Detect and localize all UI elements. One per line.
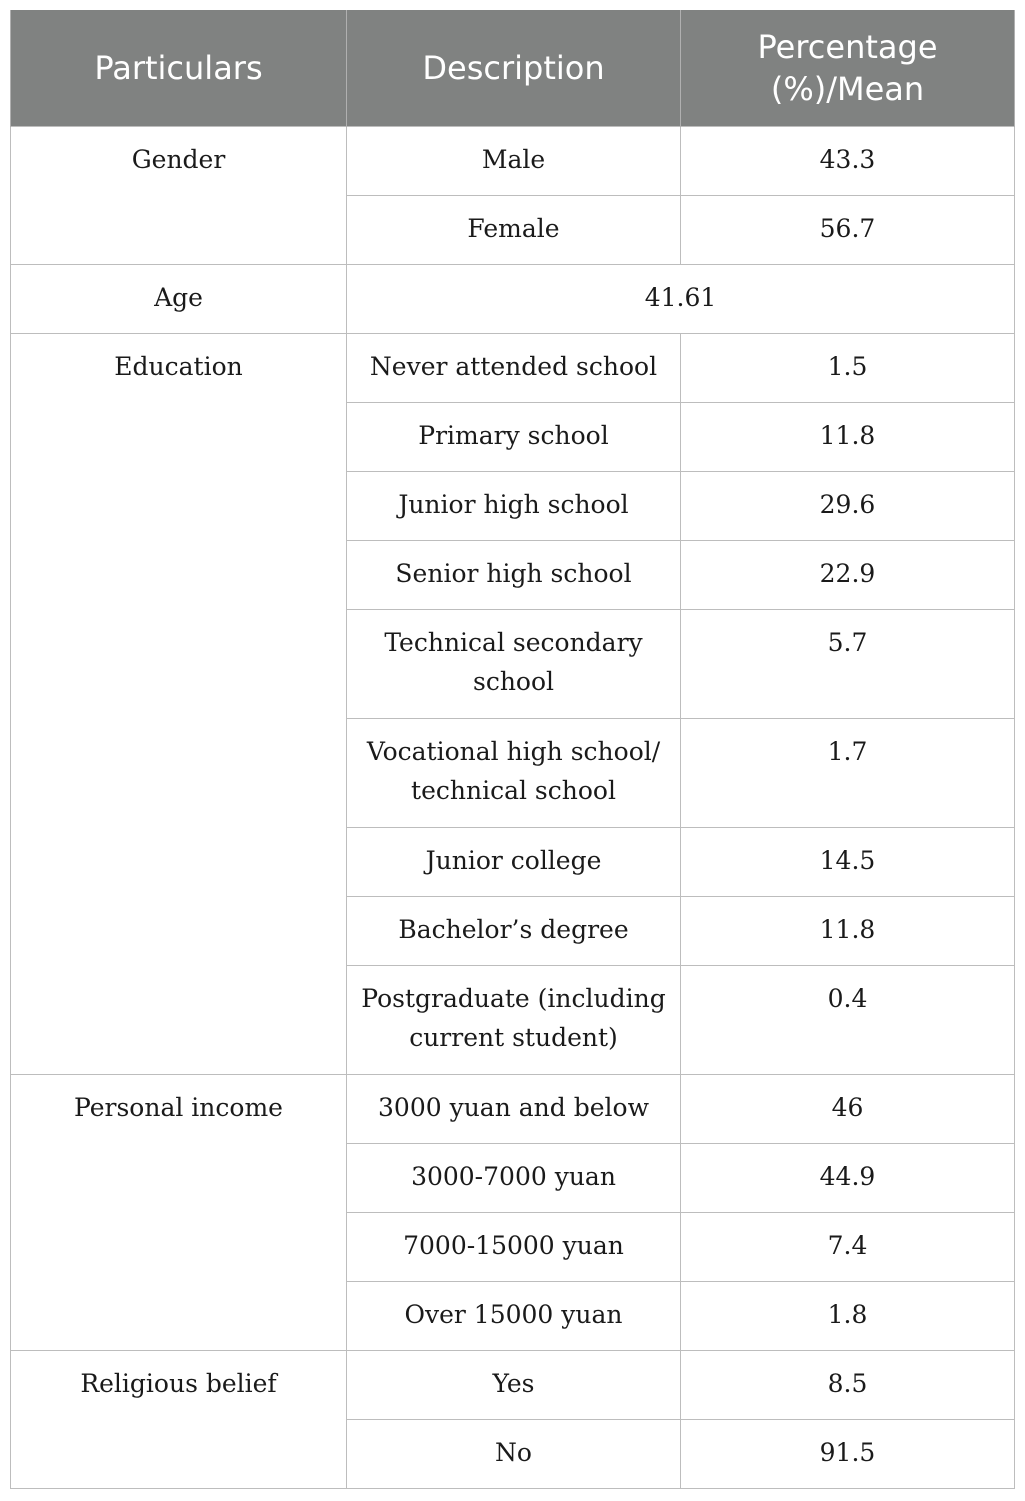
header-percentage-mean: Percentage (%)/Mean bbox=[681, 10, 1015, 127]
value-cell: 43.3 bbox=[681, 127, 1015, 196]
table-row bbox=[11, 1351, 1015, 1420]
value-cell: 56.7 bbox=[681, 196, 1015, 265]
value-cell: 29.6 bbox=[681, 472, 1015, 541]
description-cell: No bbox=[347, 1420, 681, 1489]
particular-education: Education bbox=[11, 334, 347, 1075]
header-particulars: Particulars bbox=[11, 10, 347, 127]
header-row bbox=[11, 10, 1015, 127]
description-cell: Vocational high school/ technical school bbox=[347, 719, 681, 828]
value-cell: 22.9 bbox=[681, 541, 1015, 610]
value-cell: 11.8 bbox=[681, 403, 1015, 472]
description-cell: Yes bbox=[347, 1351, 681, 1420]
description-cell: Bachelor’s degree bbox=[347, 897, 681, 966]
header-description: Description bbox=[347, 10, 681, 127]
value-cell: 7.4 bbox=[681, 1213, 1015, 1282]
description-cell: Over 15000 yuan bbox=[347, 1282, 681, 1351]
table-header bbox=[11, 10, 1015, 127]
table-body bbox=[11, 127, 1015, 1489]
description-cell: Primary school bbox=[347, 403, 681, 472]
table-row bbox=[11, 334, 1015, 403]
description-cell: Junior college bbox=[347, 828, 681, 897]
table-row bbox=[11, 127, 1015, 196]
age-mean-value: 41.61 bbox=[347, 265, 1015, 334]
description-cell: Junior high school bbox=[347, 472, 681, 541]
demographics-table bbox=[10, 10, 1015, 1489]
description-cell: Senior high school bbox=[347, 541, 681, 610]
value-cell: 0.4 bbox=[681, 966, 1015, 1075]
description-cell: Never attended school bbox=[347, 334, 681, 403]
description-cell: Postgraduate (including current student) bbox=[347, 966, 681, 1075]
particular-religious-belief: Religious belief bbox=[11, 1351, 347, 1489]
value-cell: 91.5 bbox=[681, 1420, 1015, 1489]
value-cell: 1.5 bbox=[681, 334, 1015, 403]
value-cell: 1.7 bbox=[681, 719, 1015, 828]
description-cell: 3000 yuan and below bbox=[347, 1075, 681, 1144]
particular-gender: Gender bbox=[11, 127, 347, 265]
description-cell: Female bbox=[347, 196, 681, 265]
table-row bbox=[11, 265, 1015, 334]
value-cell: 14.5 bbox=[681, 828, 1015, 897]
particular-age: Age bbox=[11, 265, 347, 334]
value-cell: 44.9 bbox=[681, 1144, 1015, 1213]
value-cell: 46 bbox=[681, 1075, 1015, 1144]
table-row bbox=[11, 1075, 1015, 1144]
value-cell: 1.8 bbox=[681, 1282, 1015, 1351]
particular-personal-income: Personal income bbox=[11, 1075, 347, 1351]
value-cell: 11.8 bbox=[681, 897, 1015, 966]
value-cell: 8.5 bbox=[681, 1351, 1015, 1420]
description-cell: 7000-15000 yuan bbox=[347, 1213, 681, 1282]
description-cell: 3000-7000 yuan bbox=[347, 1144, 681, 1213]
description-cell: Male bbox=[347, 127, 681, 196]
value-cell: 5.7 bbox=[681, 610, 1015, 719]
description-cell: Technical secondary school bbox=[347, 610, 681, 719]
